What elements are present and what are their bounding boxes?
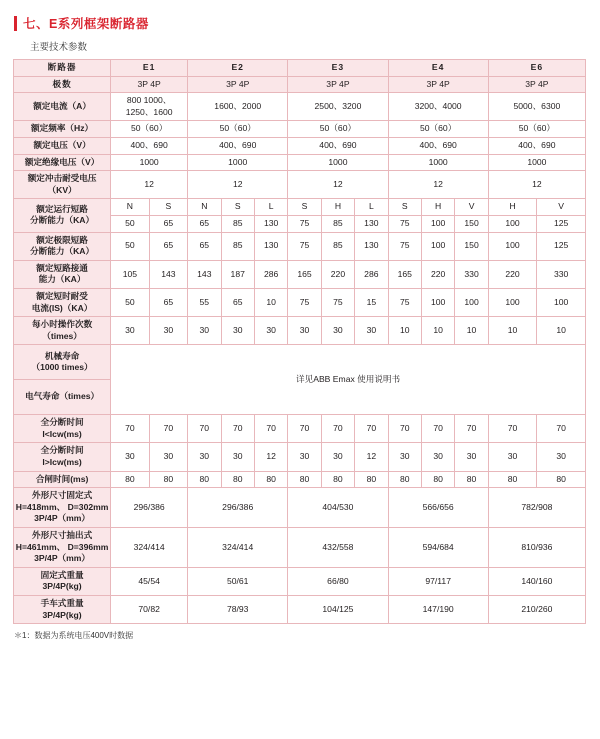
row-label-dimensions-fixed-line2: H=418mm、	[15, 501, 66, 512]
icw-6: 75	[321, 288, 354, 316]
subcol-e3-1: H	[321, 199, 354, 216]
subcol-e4-1: H	[421, 199, 454, 216]
row-label-mechanical-life	[14, 345, 111, 380]
break-above-2: 30	[188, 443, 221, 471]
impulse-e2: 12	[188, 171, 288, 199]
break-above-10: 30	[455, 443, 488, 471]
table-row-short-time-withstand	[14, 288, 586, 316]
insulation-e4: 1000	[388, 154, 488, 171]
table-row-ultimate-breaking	[14, 232, 586, 260]
weight-draw-e3: 104/125	[288, 596, 388, 624]
row-label-making-capacity-line2: 能力（KA）	[38, 274, 86, 285]
icu-service-1: 65	[149, 215, 187, 232]
dim-fixed-e4: 566/656	[388, 488, 488, 528]
table-row-operations-per-hour	[14, 317, 586, 345]
row-label-weight-draw-line2: 3P/4P(kg)	[42, 609, 82, 620]
row-label-weight-draw	[14, 596, 111, 624]
icu-ultimate-1: 65	[149, 232, 187, 260]
weight-fixed-e3: 66/80	[288, 567, 388, 595]
model-e1: E1	[111, 60, 188, 77]
frequency-e4: 50（60）	[388, 121, 488, 138]
break-below-4: 70	[254, 415, 287, 443]
icu-service-11: 100	[488, 215, 537, 232]
insulation-e6: 1000	[488, 154, 585, 171]
closing-2: 80	[188, 471, 221, 488]
row-label-break-time-below-line2: I<Icw(ms)	[42, 428, 82, 439]
voltage-e2: 400、690	[188, 137, 288, 154]
icm-11: 220	[488, 260, 537, 288]
weight-fixed-e4: 97/117	[388, 567, 488, 595]
impulse-e3: 12	[288, 171, 388, 199]
ops-9: 10	[421, 317, 454, 345]
table-row-dimensions-fixed	[14, 488, 586, 528]
ops-1: 30	[149, 317, 187, 345]
break-below-7: 70	[355, 415, 388, 443]
icu-ultimate-5: 75	[288, 232, 321, 260]
table-row-frequency	[14, 121, 586, 138]
closing-7: 80	[355, 471, 388, 488]
dim-draw-e1: 324/414	[111, 528, 188, 568]
row-label-service-breaking	[14, 199, 111, 232]
impulse-e4: 12	[388, 171, 488, 199]
row-label-dimensions-draw-line3: D=396mm	[67, 541, 109, 552]
impulse-e6: 12	[488, 171, 585, 199]
icw-9: 100	[421, 288, 454, 316]
icu-ultimate-7: 130	[355, 232, 388, 260]
dim-fixed-e6: 782/908	[488, 488, 585, 528]
weight-draw-e4: 147/190	[388, 596, 488, 624]
weight-draw-e1: 70/82	[111, 596, 188, 624]
icu-service-3: 85	[221, 215, 254, 232]
icw-3: 65	[221, 288, 254, 316]
frequency-e1: 50（60）	[111, 121, 188, 138]
table-row-impulse-voltage	[14, 171, 586, 199]
icu-service-0: 50	[111, 215, 149, 232]
table-row-insulation-voltage	[14, 154, 586, 171]
icm-7: 286	[355, 260, 388, 288]
icw-7: 15	[355, 288, 388, 316]
icw-12: 100	[537, 288, 586, 316]
table-row-weight-fixed	[14, 567, 586, 595]
row-label-breaker: 断路器	[14, 60, 111, 77]
icm-0: 105	[111, 260, 149, 288]
weight-fixed-e6: 140/160	[488, 567, 585, 595]
subcol-e1-1: S	[149, 199, 187, 216]
row-label-closing-time: 合闸时间(ms)	[14, 471, 111, 488]
break-below-0: 70	[111, 415, 149, 443]
table-row-closing-time	[14, 471, 586, 488]
break-above-8: 30	[388, 443, 421, 471]
voltage-e3: 400、690	[288, 137, 388, 154]
subcol-e6-1: V	[537, 199, 586, 216]
break-below-1: 70	[149, 415, 187, 443]
dim-draw-e3: 432/558	[288, 528, 388, 568]
impulse-e1: 12	[111, 171, 188, 199]
row-label-dimensions-fixed-line3: D=302mm	[67, 501, 109, 512]
closing-8: 80	[388, 471, 421, 488]
ops-4: 30	[254, 317, 287, 345]
ops-7: 30	[355, 317, 388, 345]
row-label-mechanical-life-line2: （1000 times）	[31, 362, 93, 373]
break-below-12: 70	[537, 415, 586, 443]
break-below-5: 70	[288, 415, 321, 443]
row-label-weight-draw-line1: 手车式重量	[40, 598, 84, 608]
rated-current-e6: 5000、6300	[488, 93, 585, 121]
closing-5: 80	[288, 471, 321, 488]
frequency-e6: 50（60）	[488, 121, 585, 138]
subcol-e4-2: V	[455, 199, 488, 216]
weight-fixed-e2: 50/61	[188, 567, 288, 595]
row-label-break-time-below	[14, 415, 111, 443]
break-below-9: 70	[421, 415, 454, 443]
row-label-impulse-voltage-line1: 额定冲击耐受电压	[27, 173, 97, 184]
icu-ultimate-12: 125	[537, 232, 586, 260]
icm-6: 220	[321, 260, 354, 288]
life-note: 详见ABB Emax 使用说明书	[111, 345, 586, 415]
closing-12: 80	[537, 471, 586, 488]
row-label-ultimate-breaking-line2: 分断能力（KA）	[30, 246, 95, 257]
insulation-e2: 1000	[188, 154, 288, 171]
row-label-rated-current: 额定电流（A）	[14, 93, 111, 121]
specification-table	[13, 59, 586, 624]
ops-8: 10	[388, 317, 421, 345]
row-label-operations-per-hour-line1: 每小时操作次数	[32, 319, 93, 330]
closing-1: 80	[149, 471, 187, 488]
icm-2: 143	[188, 260, 221, 288]
rated-current-e4: 3200、4000	[388, 93, 488, 121]
row-label-electrical-life: 电气寿命（times）	[14, 380, 111, 415]
dim-draw-e2: 324/414	[188, 528, 288, 568]
break-above-7: 12	[355, 443, 388, 471]
title-accent-bar	[14, 16, 17, 31]
poles-e2: 3P 4P	[188, 76, 288, 93]
row-label-weight-fixed-line2: 3P/4P(kg)	[42, 581, 82, 592]
ops-11: 10	[488, 317, 537, 345]
icu-service-9: 100	[421, 215, 454, 232]
row-label-dimensions-fixed	[14, 488, 111, 528]
row-label-break-time-above-line2: I>Icw(ms)	[42, 457, 82, 468]
table-row-subcolumns	[14, 199, 586, 216]
icu-service-4: 130	[254, 215, 287, 232]
row-label-weight-fixed-line1: 固定式重量	[40, 569, 84, 580]
rated-current-e2: 1600、2000	[188, 93, 288, 121]
icw-4: 10	[254, 288, 287, 316]
break-above-6: 30	[321, 443, 354, 471]
table-row-breaker	[14, 60, 586, 77]
icu-ultimate-11: 100	[488, 232, 537, 260]
icu-ultimate-3: 85	[221, 232, 254, 260]
break-above-3: 30	[221, 443, 254, 471]
row-label-operations-per-hour-line2: （times）	[42, 330, 82, 341]
ops-6: 30	[321, 317, 354, 345]
break-below-3: 70	[221, 415, 254, 443]
frequency-e3: 50（60）	[288, 121, 388, 138]
icm-8: 165	[388, 260, 421, 288]
icu-ultimate-2: 65	[188, 232, 221, 260]
icm-1: 143	[149, 260, 187, 288]
closing-3: 80	[221, 471, 254, 488]
row-label-service-breaking-line2: 分断能力（KA）	[30, 215, 95, 226]
icm-9: 220	[421, 260, 454, 288]
poles-e4: 3P 4P	[388, 76, 488, 93]
icm-12: 330	[537, 260, 586, 288]
icu-ultimate-9: 100	[421, 232, 454, 260]
row-label-ultimate-breaking	[14, 232, 111, 260]
row-label-voltage: 额定电压（V）	[14, 137, 111, 154]
break-above-0: 30	[111, 443, 149, 471]
break-above-5: 30	[288, 443, 321, 471]
row-label-frequency: 额定频率（Hz）	[14, 121, 111, 138]
icu-ultimate-0: 50	[111, 232, 149, 260]
model-e3: E3	[288, 60, 388, 77]
voltage-e1: 400、690	[111, 137, 188, 154]
poles-e6: 3P 4P	[488, 76, 585, 93]
row-label-operations-per-hour	[14, 317, 111, 345]
row-label-poles: 极数	[14, 76, 111, 93]
row-label-dimensions-draw-line4: 3P/4P（mm）	[34, 553, 91, 564]
row-label-break-time-above	[14, 443, 111, 471]
dim-draw-e6: 810/936	[488, 528, 585, 568]
ops-5: 30	[288, 317, 321, 345]
table-row-dimensions-draw	[14, 528, 586, 568]
closing-10: 80	[455, 471, 488, 488]
icw-2: 55	[188, 288, 221, 316]
icu-ultimate-8: 75	[388, 232, 421, 260]
icu-ultimate-10: 150	[455, 232, 488, 260]
weight-fixed-e1: 45/54	[111, 567, 188, 595]
ops-2: 30	[188, 317, 221, 345]
icu-ultimate-4: 130	[254, 232, 287, 260]
icu-service-8: 75	[388, 215, 421, 232]
table-row-break-time-above	[14, 443, 586, 471]
icw-10: 100	[455, 288, 488, 316]
insulation-e1: 1000	[111, 154, 188, 171]
row-label-ultimate-breaking-line1: 额定极限短路	[36, 234, 88, 245]
model-e4: E4	[388, 60, 488, 77]
closing-9: 80	[421, 471, 454, 488]
row-label-dimensions-draw-line2: H=461mm、	[15, 541, 66, 552]
break-below-10: 70	[455, 415, 488, 443]
icu-service-7: 130	[355, 215, 388, 232]
icw-5: 75	[288, 288, 321, 316]
row-label-service-breaking-line1: 额定运行短路	[36, 203, 88, 214]
break-below-11: 70	[488, 415, 537, 443]
icu-service-2: 65	[188, 215, 221, 232]
break-above-11: 30	[488, 443, 537, 471]
subcol-e3-2: L	[355, 199, 388, 216]
table-row-mechanical-life	[14, 345, 586, 380]
table-row-voltage	[14, 137, 586, 154]
icm-5: 165	[288, 260, 321, 288]
model-e2: E2	[188, 60, 288, 77]
icm-10: 330	[455, 260, 488, 288]
break-below-2: 70	[188, 415, 221, 443]
footnote: ＊1：数据为系统电压400V时数据	[14, 631, 134, 641]
dim-fixed-e2: 296/386	[188, 488, 288, 528]
row-label-mechanical-life-line1: 机械寿命	[44, 350, 80, 361]
subcol-e2-2: L	[254, 199, 287, 216]
poles-e1: 3P 4P	[111, 76, 188, 93]
break-above-9: 30	[421, 443, 454, 471]
row-label-short-time-withstand-line2: 电流(IS)（KA）	[31, 302, 93, 313]
ops-3: 30	[221, 317, 254, 345]
row-label-weight-fixed	[14, 567, 111, 595]
icw-8: 75	[388, 288, 421, 316]
subtitle: 主要技术参数	[30, 42, 88, 53]
voltage-e6: 400、690	[488, 137, 585, 154]
subcol-e3-0: S	[288, 199, 321, 216]
subcol-e1-0: N	[111, 199, 149, 216]
row-label-dimensions-fixed-line4: 3P/4P（mm）	[34, 513, 91, 524]
row-label-dimensions-draw	[14, 528, 111, 568]
insulation-e3: 1000	[288, 154, 388, 171]
voltage-e4: 400、690	[388, 137, 488, 154]
icu-service-12: 125	[537, 215, 586, 232]
page-title	[0, 0, 600, 32]
icw-0: 50	[111, 288, 149, 316]
row-label-short-time-withstand-line1: 额定短时耐受	[36, 290, 88, 301]
table-row-making-capacity	[14, 260, 586, 288]
row-label-short-time-withstand	[14, 288, 111, 316]
break-below-6: 70	[321, 415, 354, 443]
row-label-making-capacity	[14, 260, 111, 288]
closing-0: 80	[111, 471, 149, 488]
subcol-e2-1: S	[221, 199, 254, 216]
frequency-e2: 50（60）	[188, 121, 288, 138]
dim-fixed-e3: 404/530	[288, 488, 388, 528]
closing-6: 80	[321, 471, 354, 488]
icm-3: 187	[221, 260, 254, 288]
dim-draw-e4: 594/684	[388, 528, 488, 568]
ops-10: 10	[455, 317, 488, 345]
break-above-1: 30	[149, 443, 187, 471]
icw-11: 100	[488, 288, 537, 316]
ops-0: 30	[111, 317, 149, 345]
subcol-e4-0: S	[388, 199, 421, 216]
subcol-e6-0: H	[488, 199, 537, 216]
title-text: 七、E系列框架断路器	[23, 17, 149, 31]
model-e6: E6	[488, 60, 585, 77]
table-row-rated-current	[14, 93, 586, 121]
row-label-break-time-above-line1: 全分断时间	[40, 445, 84, 456]
weight-draw-e2: 78/93	[188, 596, 288, 624]
rated-current-e3: 2500、3200	[288, 93, 388, 121]
icu-ultimate-6: 85	[321, 232, 354, 260]
row-label-making-capacity-line1: 额定短路接通	[36, 262, 88, 273]
icm-4: 286	[254, 260, 287, 288]
table-row-break-time-below	[14, 415, 586, 443]
closing-11: 80	[488, 471, 537, 488]
icu-service-6: 85	[321, 215, 354, 232]
poles-e3: 3P 4P	[288, 76, 388, 93]
row-label-impulse-voltage-line2: （KV）	[47, 184, 77, 195]
row-label-insulation-voltage: 额定绝缘电压（V）	[14, 154, 111, 171]
dim-fixed-e1: 296/386	[111, 488, 188, 528]
rated-current-e1: 800 1000、 1250、1600	[111, 93, 188, 121]
icu-service-10: 150	[455, 215, 488, 232]
closing-4: 80	[254, 471, 287, 488]
row-label-dimensions-fixed-line1: 外形尺寸固定式	[32, 490, 93, 501]
icw-1: 65	[149, 288, 187, 316]
row-label-break-time-below-line1: 全分断时间	[40, 417, 84, 428]
table-row-poles	[14, 76, 586, 93]
break-above-12: 30	[537, 443, 586, 471]
weight-draw-e6: 210/260	[488, 596, 585, 624]
row-label-impulse-voltage	[14, 171, 111, 199]
break-below-8: 70	[388, 415, 421, 443]
ops-12: 10	[537, 317, 586, 345]
subcol-e2-0: N	[188, 199, 221, 216]
icu-service-5: 75	[288, 215, 321, 232]
table-row-weight-draw	[14, 596, 586, 624]
break-above-4: 12	[254, 443, 287, 471]
row-label-dimensions-draw-line1: 外形尺寸抽出式	[32, 530, 93, 541]
